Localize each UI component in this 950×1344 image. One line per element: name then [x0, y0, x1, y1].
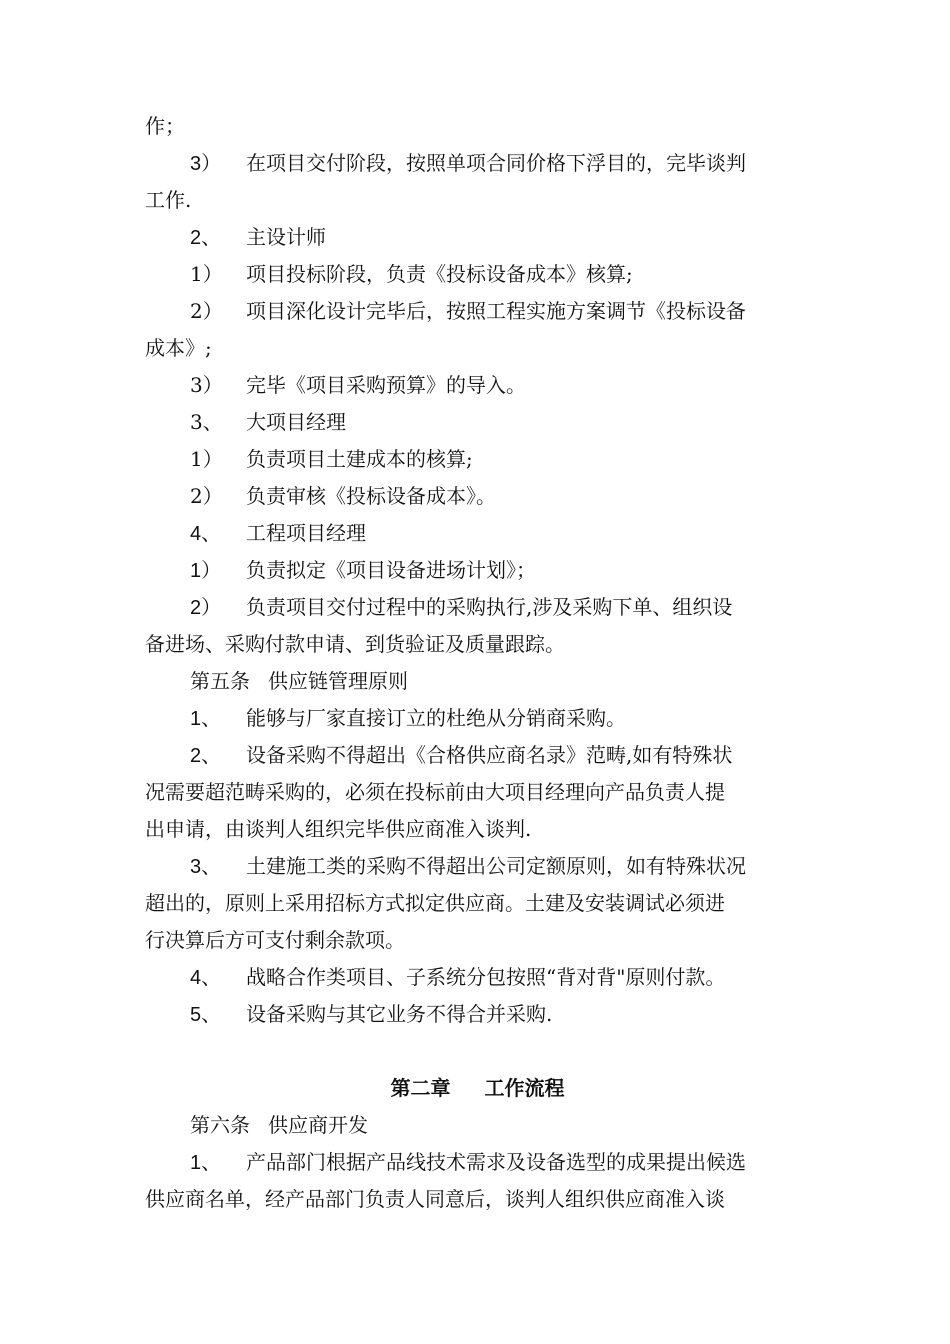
list-item	[145, 848, 810, 885]
list-number: 2、	[190, 745, 222, 767]
list-item	[145, 1144, 810, 1181]
list-number: 1、	[190, 708, 222, 730]
list-text: 负责项目交付过程中的采购执行,涉及采购下单、组织设	[246, 595, 733, 619]
list-number: 2）	[190, 597, 222, 619]
list-number: 5、	[190, 1004, 222, 1026]
list-text: 战略合作类项目、子系统分包按照“背对背"原则付款。	[246, 965, 726, 989]
text-line: 成本》;	[145, 336, 212, 360]
list-text: 负责审核《投标设备成本》。	[246, 484, 496, 508]
list-item	[145, 367, 810, 404]
article-heading	[145, 663, 810, 700]
list-item	[145, 478, 810, 515]
list-text: 设备采购与其它业务不得合并采购.	[246, 1002, 553, 1026]
text-line: 备进场、采购付款申请、到货验证及质量跟踪。	[145, 632, 565, 656]
list-item	[145, 996, 810, 1033]
text-line: 况需要超范畴采购的，必须在投标前由大项目经理向产品负责人提	[145, 780, 725, 804]
article-number: 第五条	[190, 669, 250, 693]
list-text: 土建施工类的采购不得超出公司定额原则，如有特殊状况	[246, 854, 746, 878]
list-item	[145, 256, 810, 293]
list-text: 项目投标阶段，负责《投标设备成本》核算;	[246, 262, 633, 286]
list-number: 3、	[190, 410, 223, 434]
article-heading	[145, 1107, 810, 1144]
text-line: 行决算后方可支付剩余款项。	[145, 928, 405, 952]
article-title: 供应链管理原则	[268, 669, 408, 693]
list-number: 4、	[190, 523, 222, 545]
list-text: 项目深化设计完毕后，按照工程实施方案调节《投标设备	[246, 299, 746, 323]
list-text: 能够与厂家直接订立的杜绝从分销商采购。	[246, 706, 626, 730]
section-item	[145, 219, 810, 256]
section-title: 工程项目经理	[246, 521, 366, 545]
list-item	[145, 552, 810, 589]
list-text: 设备采购不得超出《合格供应商名录》范畴,如有特殊状	[246, 743, 733, 767]
text-line: 作；	[145, 114, 185, 138]
text-line: 超出的，原则上采用招标方式拟定供应商。土建及安装调试必须进	[145, 891, 725, 915]
list-number: 3）	[190, 153, 222, 175]
text-line: 出申请，由谈判人组织完毕供应商准入谈判.	[145, 817, 532, 841]
list-item	[145, 145, 810, 182]
list-number: 4、	[190, 967, 222, 989]
list-number: 1）	[190, 447, 223, 471]
list-item	[145, 700, 810, 737]
list-number: 3、	[190, 856, 222, 878]
list-text: 负责拟定《项目设备进场计划》；	[246, 558, 536, 582]
list-item	[145, 589, 810, 626]
list-number: 1）	[190, 560, 222, 582]
list-number: 2）	[190, 299, 223, 323]
list-number: 3）	[190, 373, 223, 397]
text-line: 供应商名单，经产品部门负责人同意后，谈判人组织供应商准入谈	[145, 1187, 725, 1211]
chapter-number: 第二章	[390, 1076, 451, 1100]
list-text: 完毕《项目采购预算》的导入。	[246, 373, 526, 397]
section-title: 大项目经理	[246, 410, 346, 434]
list-item	[145, 293, 810, 330]
list-number: 2、	[190, 227, 222, 249]
article-title: 供应商开发	[268, 1113, 368, 1137]
section-item	[145, 404, 810, 441]
chapter-title: 工作流程	[484, 1076, 565, 1100]
text-line: 工作.	[145, 188, 192, 212]
list-item	[145, 959, 810, 996]
document-page	[145, 108, 810, 1218]
list-text: 产品部门根据产品线技术需求及设备选型的成果提出候选	[246, 1150, 746, 1174]
list-item	[145, 441, 810, 478]
list-number: 1）	[190, 262, 223, 286]
list-item	[145, 737, 810, 774]
section-title: 主设计师	[246, 225, 326, 249]
list-text: 在项目交付阶段，按照单项合同价格下浮目的，完毕谈判	[246, 151, 746, 175]
chapter-heading	[145, 1070, 810, 1107]
list-text: 负责项目土建成本的核算;	[246, 447, 473, 471]
article-number: 第六条	[190, 1113, 250, 1137]
section-item	[145, 515, 810, 552]
list-number: 1、	[190, 1152, 222, 1174]
list-number: 2）	[190, 484, 223, 508]
